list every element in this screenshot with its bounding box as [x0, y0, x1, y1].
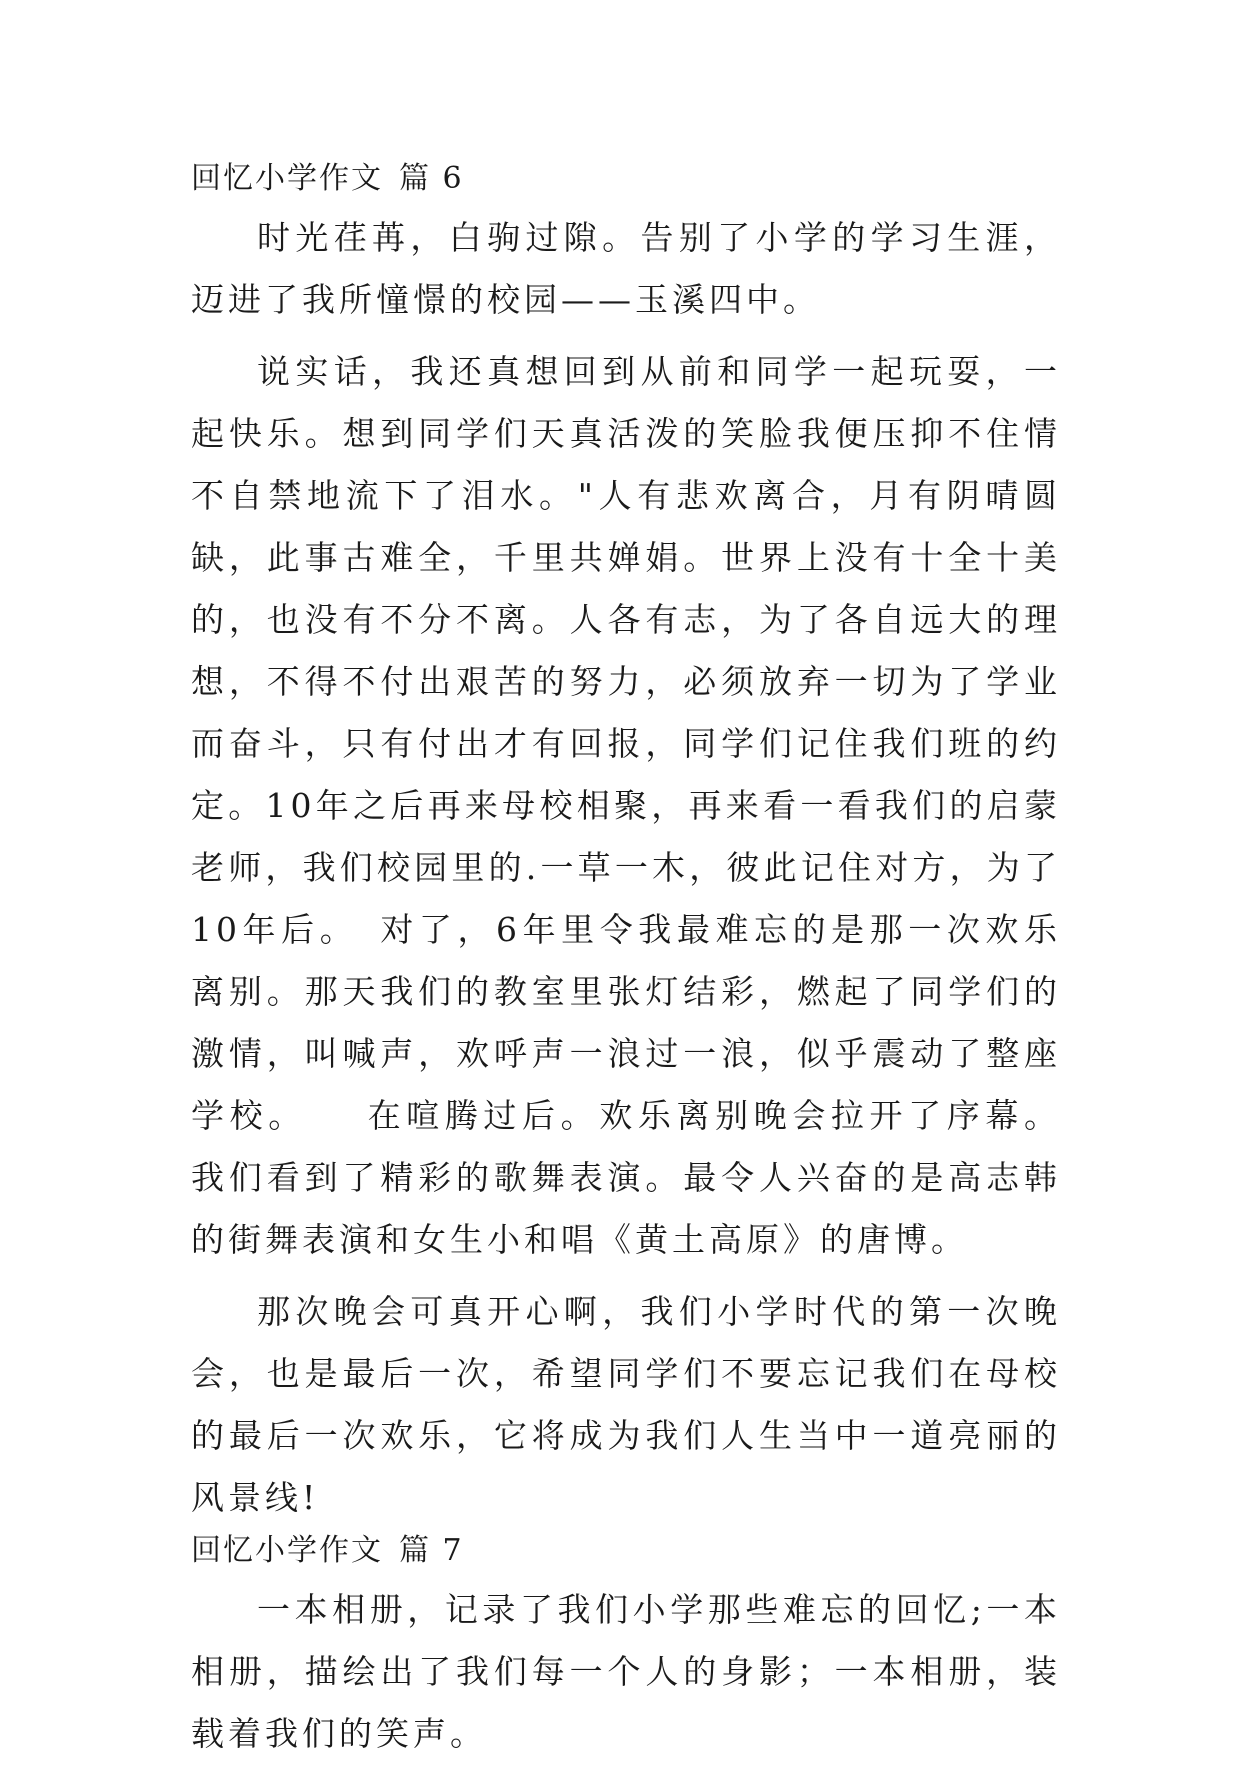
heading-number: 篇 6	[399, 161, 464, 196]
section-heading	[191, 1529, 1061, 1573]
document-body	[191, 157, 1061, 1765]
paragraph: 时光荏苒，白驹过隙。告别了小学的学习生涯，迈进了我所憧憬的校园——玉溪四中。	[191, 218, 1061, 319]
heading-title: 回忆小学作文	[191, 161, 383, 196]
paragraph: 一本相册，记录了我们小学那些难忘的回忆;一本相册，描绘出了我们每一个人的身影；一本相册，装载着我们的笑声。	[191, 1590, 1061, 1753]
paragraph: 说实话，我还真想回到从前和同学一起玩耍，一起快乐。想到同学们天真活泼的笑脸我便压抑不住情不自禁地流下了泪水。"人有悲欢离合，月有阴晴圆缺，此事古难全，千里共婵娟。世界上没有十全十美的，也没有不分不离。人各有志，为了各自远大的理想，不得不付出艰苦的努力，必须放弃一切为了学业而奋斗，只有付出才有回报，同学们记住我们班的约定。10年之后再来母校相聚，再来看一看我们的启蒙老师，我们校园里的.一草一木，彼此记住对方，为了10年后。 对了，6年里令我最难忘的是那一次欢乐离别。那天我们的教室里张灯结彩，燃起了同学们的激情，叫喊声，欢呼声一浪过一浪，似乎震动了整座学校。 在喧腾过后。欢乐离别晚会拉开了序幕。我们看到了精彩的歌舞表演。最令人兴奋的是高志韩的街舞表演和女生小和唱《黄土高原》的唐博。	[191, 352, 1061, 1259]
heading-title: 回忆小学作文	[191, 1533, 383, 1568]
section-heading	[191, 157, 1061, 201]
heading-number: 篇 7	[399, 1533, 464, 1568]
paragraph: 那次晚会可真开心啊，我们小学时代的第一次晚会，也是最后一次，希望同学们不要忘记我们在母校的最后一次欢乐，它将成为我们人生当中一道亮丽的风景线!	[191, 1292, 1061, 1517]
